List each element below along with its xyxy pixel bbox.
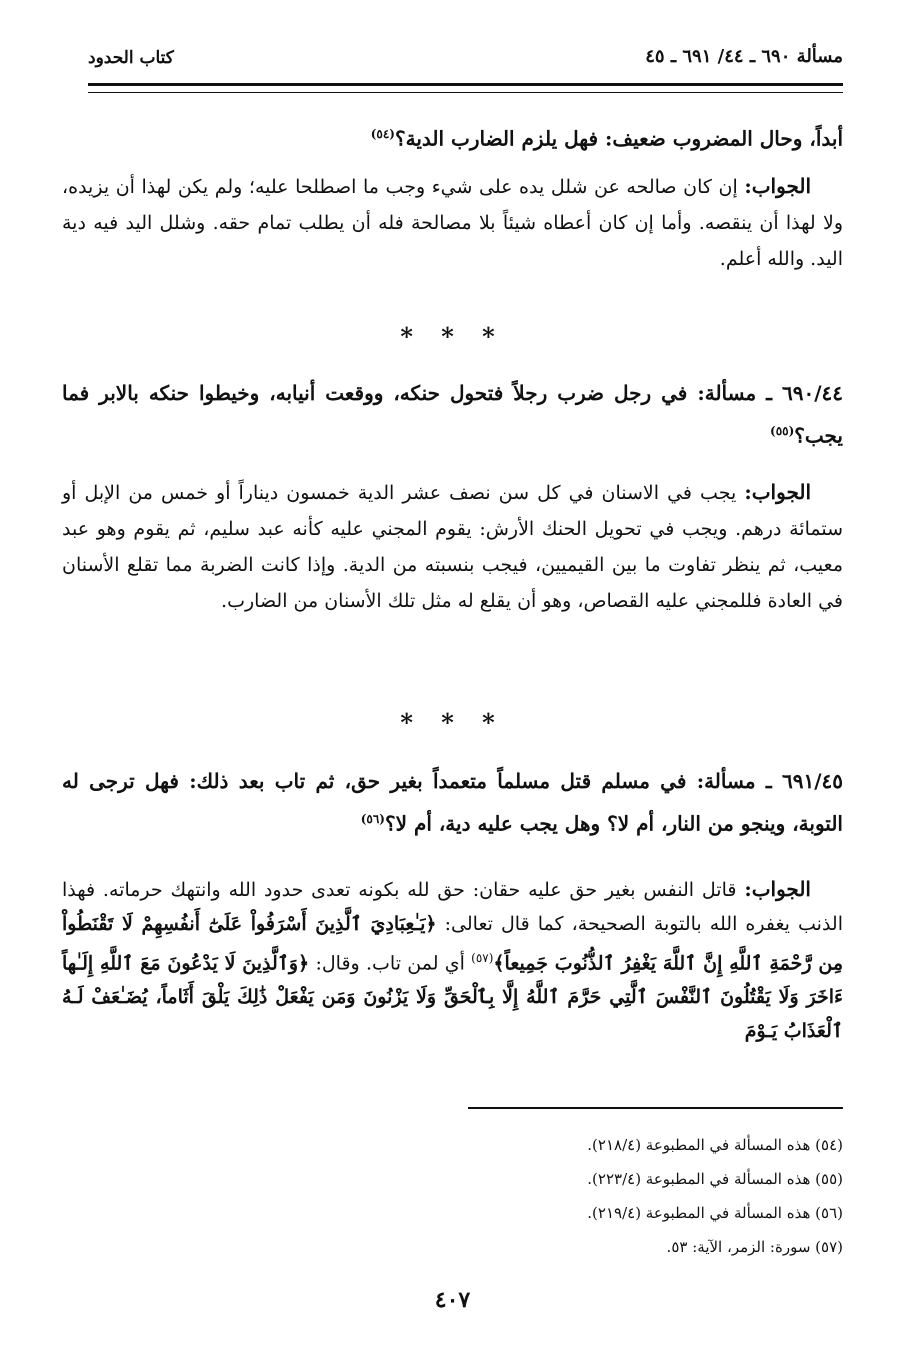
section-divider-1: * * * — [400, 322, 505, 351]
intro-line — [62, 116, 843, 157]
answer-3 — [62, 872, 843, 1048]
footnote-57: (٥٧) سورة: الزمر، الآية: ٥٣. — [666, 1238, 843, 1256]
issue-690-text: في رجل ضرب رجلاً فتحول حنكه، ووقعت أنيابه، وخيطوا حنكه بالابر فما يجب؟ — [62, 381, 843, 448]
book-title: كتاب الحدود — [88, 48, 174, 68]
header-rule-thick — [88, 83, 843, 86]
footnote-56: (٥٦) هذه المسألة في المطبوعة (٢١٩/٤). — [587, 1204, 843, 1222]
answer-2-label: الجواب: — [744, 480, 812, 504]
issue-691-number: ٦٩١/٤٥ ـ مسألة: — [696, 769, 843, 793]
answer-1-label: الجواب: — [744, 174, 812, 198]
intro-question: فهل يلزم الضارب الدية؟ — [394, 126, 599, 151]
quran-quote-1: ﴿يَـٰعِبَادِيَ ٱلَّذِينَ أَسْرَفُواْ عَلَىٰٓ أَنفُسِهِمْ لَا تَقْنَطُواْ مِن رَّحْمَةِ ٱللَّهِ إِنَّ ٱللَّهَ يَغْفِرُ ٱلذُّنُوبَ جَمِيعاً﴾ — [62, 913, 843, 975]
footnotes — [62, 1128, 843, 1264]
answer-2 — [62, 474, 843, 619]
answer-3-text-1: قاتل النفس بغير حق عليه حقان: حق لله بكونه تعدى حدود الله وانتهك حرماته. فهذا الذنب يغفره الله بالتوبة الصحيحة، كما قال تعالى: — [62, 879, 843, 935]
issue-690 — [62, 374, 843, 455]
issue-range: مسألة ٦٩٠ ـ ٤٤/ ٦٩١ ـ ٤٥ — [645, 46, 843, 67]
footnote-ref-57: (٥٧) — [471, 951, 494, 965]
issue-690-number: ٦٩٠/٤٤ ـ مسألة: — [697, 381, 843, 405]
answer-2-text: يجب في الاسنان في كل سن نصف عشر الدية خمسون ديناراً أو خمس من الإبل أو ستمائة درهم. ويجب في تحويل الحنك الأرش: يقوم المجني عليه كأنه عبد سليم، ثم يقوم وهو عبد معيب، ثم ينظر تفاوت ما بين القيميين، فيجب بنسبته من الدية. وإذا كانت الضربة مما تقلع الأسنان في العادة فللمجني عليه القصاص، وهو أن يقلع له مثل تلك الأسنان من الضارب. — [62, 482, 843, 612]
intro-text: أبداً، وحال المضروب ضعيف: — [605, 126, 843, 151]
footnote-54: (٥٤) هذه المسألة في المطبوعة (٢١٨/٤). — [587, 1136, 843, 1154]
page-number: ٤٠٧ — [434, 1287, 471, 1313]
quran-quote-2: ﴿وَٱلَّذِينَ لَا يَدْعُونَ مَعَ ٱللَّهِ إِلَـٰهاً ءَاخَرَ وَلَا يَقْتُلُونَ ٱلنَّفْسَ ٱلَّتِي حَرَّمَ ٱللَّهُ إِلَّا بِٱلْحَقِّ وَلَا يَزْنُونَ وَمَن يَفْعَلْ ذَٰلِكَ يَلْقَ أَثَاماً، يُضَـٰعَفْ لَـهُ ٱلْعَذَابُ يَـوْمَ — [62, 952, 843, 1043]
running-header — [88, 40, 843, 78]
footnote-55: (٥٥) هذه المسألة في المطبوعة (٢٢٣/٤). — [587, 1170, 843, 1188]
footnote-ref-54: (٥٤) — [370, 127, 395, 141]
header-rule-thin — [88, 92, 843, 93]
footnote-ref-55: (٥٥) — [770, 424, 795, 438]
answer-1-text: إن كان صالحه عن شلل يده على شيء وجب ما اصطلحا عليه؛ ولم يكن لهذا أن يزيده، ولا لهذا أن ينقصه. وأما إن كان أعطاه شيئاً بلا مصالحة فله أن يطلب تمام حقه. وشلل اليد فيه دية اليد. والله أعلم. — [62, 176, 843, 270]
answer-3-text-2: أي لمن تاب. وقال: — [315, 952, 465, 975]
footnote-separator — [468, 1107, 843, 1109]
section-divider-2: * * * — [400, 708, 505, 737]
answer-1 — [62, 168, 843, 277]
issue-691 — [62, 762, 843, 843]
answer-3-label: الجواب: — [744, 877, 811, 901]
footnote-ref-56: (٥٦) — [360, 812, 385, 826]
issue-691-text: في مسلم قتل مسلماً متعمداً بغير حق، ثم تاب بعد ذلك: فهل ترجى له التوبة، وينجو من النار، أم لا؟ وهل يجب عليه دية، أم لا؟ — [62, 769, 843, 836]
